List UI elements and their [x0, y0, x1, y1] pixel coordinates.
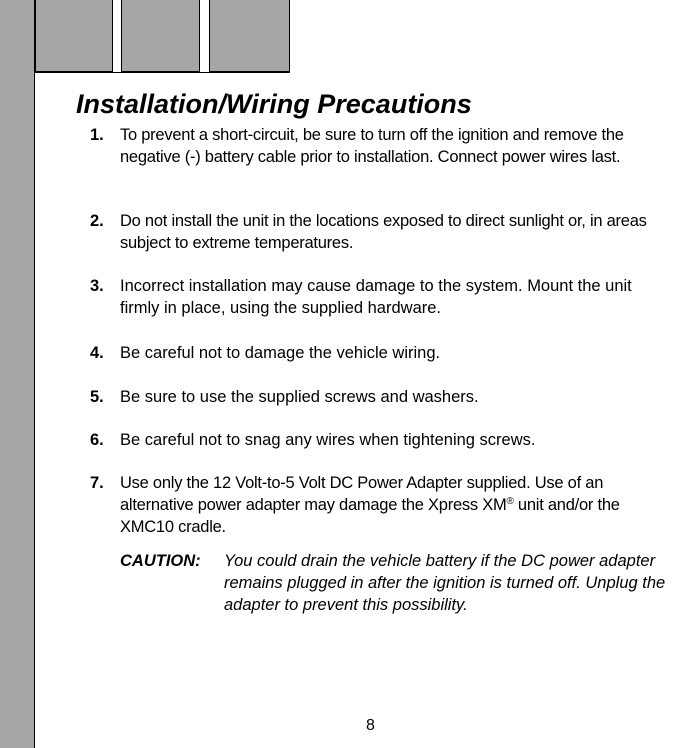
header-tab-1 — [35, 0, 113, 72]
precaution-item-2 — [90, 210, 673, 254]
item-text — [120, 472, 673, 538]
item-number: 5. — [90, 388, 104, 406]
caution-note — [120, 550, 673, 616]
item-number: 3. — [90, 277, 104, 295]
item-text: Incorrect installation may cause damage to the system. Mount the unit firmly in place, using the supplied hardware. — [120, 277, 632, 317]
precaution-item-5 — [90, 386, 673, 408]
item-text: Be sure to use the supplied screws and washers. — [120, 388, 479, 406]
precaution-item-6 — [90, 429, 673, 451]
item-number: 6. — [90, 431, 104, 449]
caution-label: CAUTION: — [120, 552, 201, 570]
header-tab-2 — [121, 0, 200, 72]
header-rule — [35, 72, 290, 73]
precaution-item-1 — [90, 124, 673, 168]
item-text: Do not install the unit in the locations exposed to direct sunlight or, in areas subject to extreme temperatures. — [120, 212, 647, 252]
item-number: 4. — [90, 344, 104, 362]
item-text-part: unit and/or the XMC10 cradle. — [120, 496, 620, 536]
item-number: 7. — [90, 474, 104, 492]
caution-text: You could drain the vehicle battery if the DC power adapter remains plugged in after the ignition is turned off. Unplug the adapter to prevent this possibility. — [224, 552, 666, 614]
item-number: 1. — [90, 126, 104, 144]
item-text: To prevent a short-circuit, be sure to turn off the ignition and remove the negative (-) battery cable prior to installation. Connect power wires last. — [120, 126, 624, 166]
precaution-item-4 — [90, 342, 673, 364]
item-number: 2. — [90, 212, 104, 230]
item-text: Be careful not to snag any wires when tightening screws. — [120, 431, 536, 449]
header-tab-3 — [209, 0, 290, 72]
page-number: 8 — [366, 717, 375, 734]
page-title: Installation/Wiring Precautions — [76, 89, 472, 119]
item-text: Be careful not to damage the vehicle wiring. — [120, 344, 441, 362]
item-text-part: Use only the 12 Volt-to-5 Volt DC Power Adapter supplied. Use of an alternative power adapter may damage the Xpress XM — [120, 474, 604, 514]
registered-mark: ® — [506, 496, 514, 507]
precaution-item-3 — [90, 275, 673, 319]
side-strip — [0, 0, 35, 748]
precaution-item-7 — [90, 472, 673, 538]
